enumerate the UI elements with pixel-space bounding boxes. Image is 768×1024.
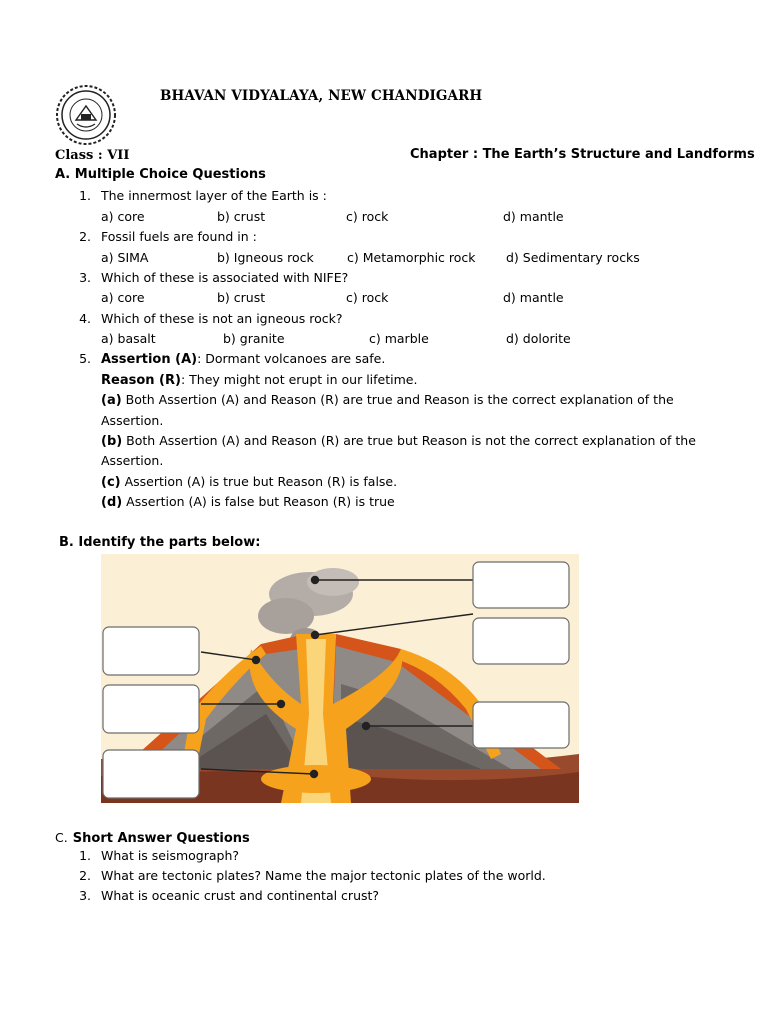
option-d: d) dolorite xyxy=(506,331,571,346)
option-label: (c) xyxy=(101,475,121,490)
option-c: c) rock xyxy=(346,209,389,224)
question-5-assertion xyxy=(0,351,768,369)
question-number: 2. xyxy=(79,229,91,244)
option-text: Assertion (A) is false but Reason (R) is true xyxy=(122,494,395,509)
short-question-3 xyxy=(0,888,768,906)
assertion-text: : Dormant volcanoes are safe. xyxy=(197,351,386,366)
question-5-option-a-cont: Assertion. xyxy=(101,413,164,428)
option-b: b) Igneous rock xyxy=(217,250,314,265)
question-text: What is oceanic crust and continental crust? xyxy=(101,888,380,903)
reason-label: Reason (R) xyxy=(101,373,181,388)
question-number: 5. xyxy=(79,351,91,366)
question-text: The innermost layer of the Earth is : xyxy=(101,188,327,203)
question-number: 3. xyxy=(79,888,91,903)
option-text: Both Assertion (A) and Reason (R) are true and Reason is the correct explanation of the xyxy=(121,392,674,407)
option-d: d) mantle xyxy=(503,290,564,305)
section-a-title: A. Multiple Choice Questions xyxy=(55,167,266,182)
option-text: Both Assertion (A) and Reason (R) are true but Reason is not the correct explanation of the xyxy=(122,433,696,448)
short-question-2 xyxy=(0,868,768,886)
question-text: What are tectonic plates? Name the major tectonic plates of the world. xyxy=(101,868,546,883)
option-label: (d) xyxy=(101,495,123,510)
question-4-options xyxy=(0,331,768,349)
section-c-title xyxy=(55,827,250,846)
reason-text: : They might not erupt in our lifetime. xyxy=(180,372,418,387)
question-5-option-a xyxy=(101,392,674,408)
school-emblem-icon xyxy=(55,84,117,146)
question-1-options xyxy=(0,209,768,227)
option-d: d) mantle xyxy=(503,209,564,224)
question-5-option-c xyxy=(101,474,397,490)
question-number: 3. xyxy=(79,270,91,285)
question-1 xyxy=(0,188,768,206)
volcano-diagram xyxy=(101,554,579,803)
question-text: Which of these is associated with NIFE? xyxy=(101,270,349,285)
question-text: Fossil fuels are found in : xyxy=(101,229,257,244)
option-a: a) SIMA xyxy=(101,250,149,265)
question-text: What is seismograph? xyxy=(101,848,240,863)
school-name: BHAVAN VIDYALAYA, NEW CHANDIGARH xyxy=(160,88,483,104)
question-5-option-b-cont: Assertion. xyxy=(101,453,164,468)
question-5-reason xyxy=(101,372,417,388)
option-d: d) Sedimentary rocks xyxy=(506,250,640,265)
question-2-options xyxy=(0,250,768,268)
option-c: c) rock xyxy=(346,290,389,305)
section-c-prefix: C. xyxy=(55,830,68,845)
option-b: b) crust xyxy=(217,209,266,224)
question-5-option-b xyxy=(101,433,696,449)
question-3-options xyxy=(0,290,768,308)
question-number: 1. xyxy=(79,848,91,863)
option-text: Assertion (A) is true but Reason (R) is false. xyxy=(120,474,398,489)
short-question-1 xyxy=(0,848,768,866)
question-2 xyxy=(0,229,768,247)
question-number: 2. xyxy=(79,868,91,883)
option-c: c) Metamorphic rock xyxy=(347,250,476,265)
option-b: b) crust xyxy=(217,290,266,305)
question-number: 4. xyxy=(79,311,91,326)
chapter-title: Chapter : The Earth’s Structure and Landforms xyxy=(410,147,755,162)
option-a: a) core xyxy=(101,209,145,224)
question-5-option-d xyxy=(101,494,395,510)
section-c-heading: Short Answer Questions xyxy=(72,831,250,846)
class-label: Class : VII xyxy=(55,148,130,163)
section-b-title: B. Identify the parts below: xyxy=(59,535,261,550)
option-a: a) core xyxy=(101,290,145,305)
assertion-label: Assertion (A) xyxy=(101,352,198,367)
question-text: Which of these is not an igneous rock? xyxy=(101,311,343,326)
option-c: c) marble xyxy=(369,331,429,346)
option-a: a) basalt xyxy=(101,331,156,346)
question-3 xyxy=(0,270,768,288)
option-label: (a) xyxy=(101,393,122,408)
question-number: 1. xyxy=(79,188,91,203)
option-b: b) granite xyxy=(223,331,285,346)
option-label: (b) xyxy=(101,434,123,449)
question-4 xyxy=(0,311,768,329)
